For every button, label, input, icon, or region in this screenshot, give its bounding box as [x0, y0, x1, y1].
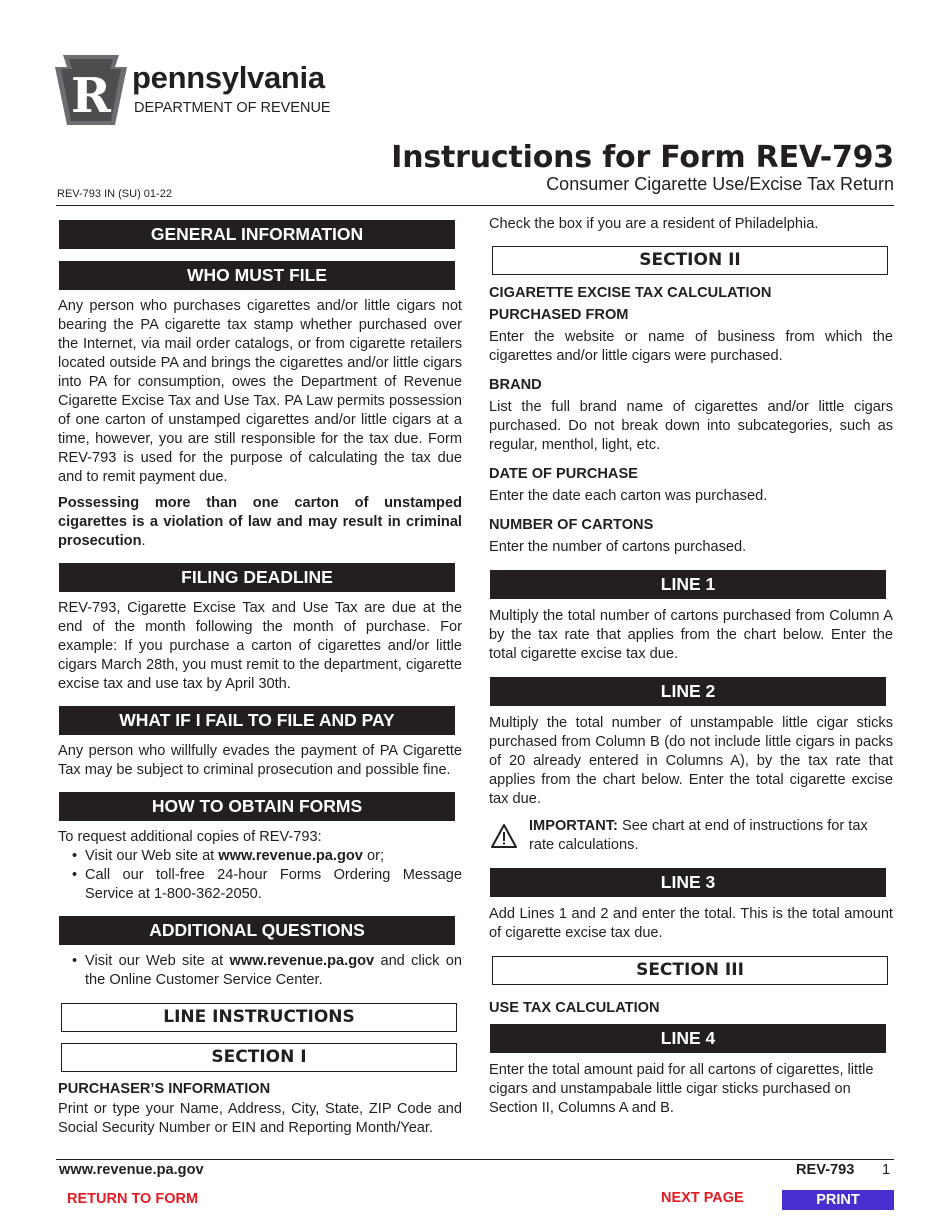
- obtain-forms-list: [58, 847, 462, 904]
- purchaser-info-heading: PURCHASER’S INFORMATION: [58, 1081, 271, 1097]
- possession-warning: [58, 494, 462, 551]
- right-column: [489, 215, 893, 1118]
- footer-form-number: REV-793: [796, 1162, 855, 1178]
- warning-icon: [491, 823, 517, 849]
- obtain-forms-intro: To request additional copies of REV-793:: [58, 829, 322, 845]
- fail-to-file-heading: WHAT IF I FAIL TO FILE AND PAY: [59, 706, 455, 735]
- line-1-text: Multiply the total number of cartons purchased from Column A by the tax rate that applies from the chart below. Enter the total cigarette excise tax due.: [489, 608, 893, 662]
- list-item-text: Visit our Web site at: [85, 953, 230, 969]
- page-title: Instructions for Form REV-793: [391, 140, 894, 175]
- use-tax-calc-heading: USE TAX CALCULATION: [489, 1000, 660, 1016]
- number-of-cartons-heading: NUMBER OF CARTONS: [489, 517, 654, 533]
- line-2-text: Multiply the total number of unstampable little cigar sticks purchased from Column B (do not include little cigars in packs of 20 already entered in Columns A), by the tax rate that applies from the chart below. Enter the total cigarette excise tax due.: [489, 715, 893, 807]
- section-2-heading: SECTION II: [492, 246, 888, 275]
- obtain-forms-heading: HOW TO OBTAIN FORMS: [59, 792, 455, 821]
- line-3-heading: LINE 3: [490, 868, 886, 897]
- list-item-text: and click on the Online Customer Service Center.: [85, 953, 463, 988]
- purchased-from-heading: PURCHASED FROM: [489, 307, 629, 323]
- possession-warning-bold: Possessing more than one carton of unstamped cigarettes is a violation of law and may result in criminal prosecution: [58, 495, 462, 549]
- header-divider: [56, 205, 894, 206]
- list-item: [72, 952, 462, 990]
- keystone-logo: [55, 55, 127, 125]
- date-of-purchase-text: Enter the date each carton was purchased.: [489, 488, 768, 504]
- important-note: [489, 817, 893, 855]
- brand-text: List the full brand name of cigarettes and/or little cigars purchased. Do not break down into subcategories, such as regular, menthol, light, etc.: [489, 399, 893, 453]
- return-to-form-button[interactable]: RETURN TO FORM: [67, 1191, 199, 1207]
- form-code: REV-793 IN (SU) 01-22: [57, 188, 172, 200]
- line-1-heading: LINE 1: [490, 570, 886, 599]
- next-page-button[interactable]: NEXT PAGE: [661, 1190, 744, 1206]
- list-item: [72, 847, 462, 866]
- important-label: IMPORTANT:: [529, 818, 618, 834]
- line-2-heading: LINE 2: [490, 677, 886, 706]
- who-must-file-text: Any person who purchases cigarettes and/or little cigars not bearing the PA cigarette tax stamp whether purchased over the Internet, via mail order catalogs, or from cigarette retailers located outside PA and brings the cigarettes and/or little cigars into PA for consumption, owes the Department of Revenue Cigarette Excise Tax and Use Tax. PA Law permits possession of one carton of unstamped cigarettes and/or little cigars at a time, however, you are still responsible for the tax due. Form REV-793 is used for the purpose of calculating the tax due and to remit payment due.: [58, 298, 462, 485]
- fail-to-file-text: Any person who willfully evades the payment of PA Cigarette Tax may be subject to criminal prosecution and possible fine.: [58, 743, 462, 778]
- section-3-heading: SECTION III: [492, 956, 888, 985]
- list-item-text: or;: [362, 848, 385, 864]
- list-item-text: Visit our Web site at: [85, 848, 219, 864]
- important-body: See chart at end of instructions for tax rate calculations.: [529, 818, 868, 853]
- website-link[interactable]: www.revenue.pa.gov: [218, 848, 363, 864]
- line-3-text: Add Lines 1 and 2 and enter the total. This is the total amount of cigarette excise tax due.: [489, 906, 893, 941]
- general-information-heading: GENERAL INFORMATION: [59, 220, 455, 249]
- website-link[interactable]: www.revenue.pa.gov: [229, 953, 375, 969]
- purchased-from-text: Enter the website or name of business from which the cigarettes and/or little cigars were purchased.: [489, 329, 893, 364]
- line-4-text: Enter the total amount paid for all cartons of cigarettes, little cigars and unstampabale little cigar sticks purchased on Section II, Columns A and B.: [489, 1062, 874, 1116]
- philadelphia-text: Check the box if you are a resident of Philadelphia.: [489, 216, 819, 232]
- additional-questions-list: [58, 952, 462, 990]
- footer-divider: [56, 1159, 894, 1160]
- page-subtitle: Consumer Cigarette Use/Excise Tax Return: [546, 174, 894, 194]
- page-number: 1: [882, 1162, 891, 1178]
- print-button[interactable]: PRINT: [782, 1190, 894, 1210]
- important-text: [529, 817, 893, 855]
- number-of-cartons-text: Enter the number of cartons purchased.: [489, 539, 747, 555]
- section-1-heading: SECTION I: [61, 1043, 457, 1072]
- date-of-purchase-heading: DATE OF PURCHASE: [489, 466, 638, 482]
- additional-questions-heading: ADDITIONAL QUESTIONS: [59, 916, 455, 945]
- brand-heading: BRAND: [489, 377, 542, 393]
- filing-deadline-heading: FILING DEADLINE: [59, 563, 455, 592]
- logo-department: DEPARTMENT OF REVENUE: [134, 100, 331, 116]
- line-instructions-heading: LINE INSTRUCTIONS: [61, 1003, 457, 1032]
- left-column: [58, 215, 462, 1138]
- logo-letter: R: [71, 68, 111, 124]
- who-must-file-heading: WHO MUST FILE: [59, 261, 455, 290]
- footer-website: www.revenue.pa.gov: [59, 1162, 204, 1178]
- possession-warning-end: .: [141, 533, 146, 549]
- line-4-heading: LINE 4: [490, 1024, 886, 1053]
- list-item: • Call our toll-free 24-hour Forms Ordering Message Service at 1-800-362-2050.: [72, 866, 462, 904]
- logo-wordmark: pennsylvania: [132, 60, 325, 95]
- purchaser-info-text: Print or type your Name, Address, City, State, ZIP Code and Social Security Number or EIN and Reporting Month/Year.: [58, 1101, 462, 1136]
- cigarette-excise-calc-heading: CIGARETTE EXCISE TAX CALCULATION: [489, 285, 772, 301]
- filing-deadline-text: REV-793, Cigarette Excise Tax and Use Tax are due at the end of the month following the month of purchase. For example: If you purchase a carton of cigarettes and/or little cigars March 28th, you must remit to the department, cigarette excise tax and use tax by April 30th.: [58, 600, 462, 692]
